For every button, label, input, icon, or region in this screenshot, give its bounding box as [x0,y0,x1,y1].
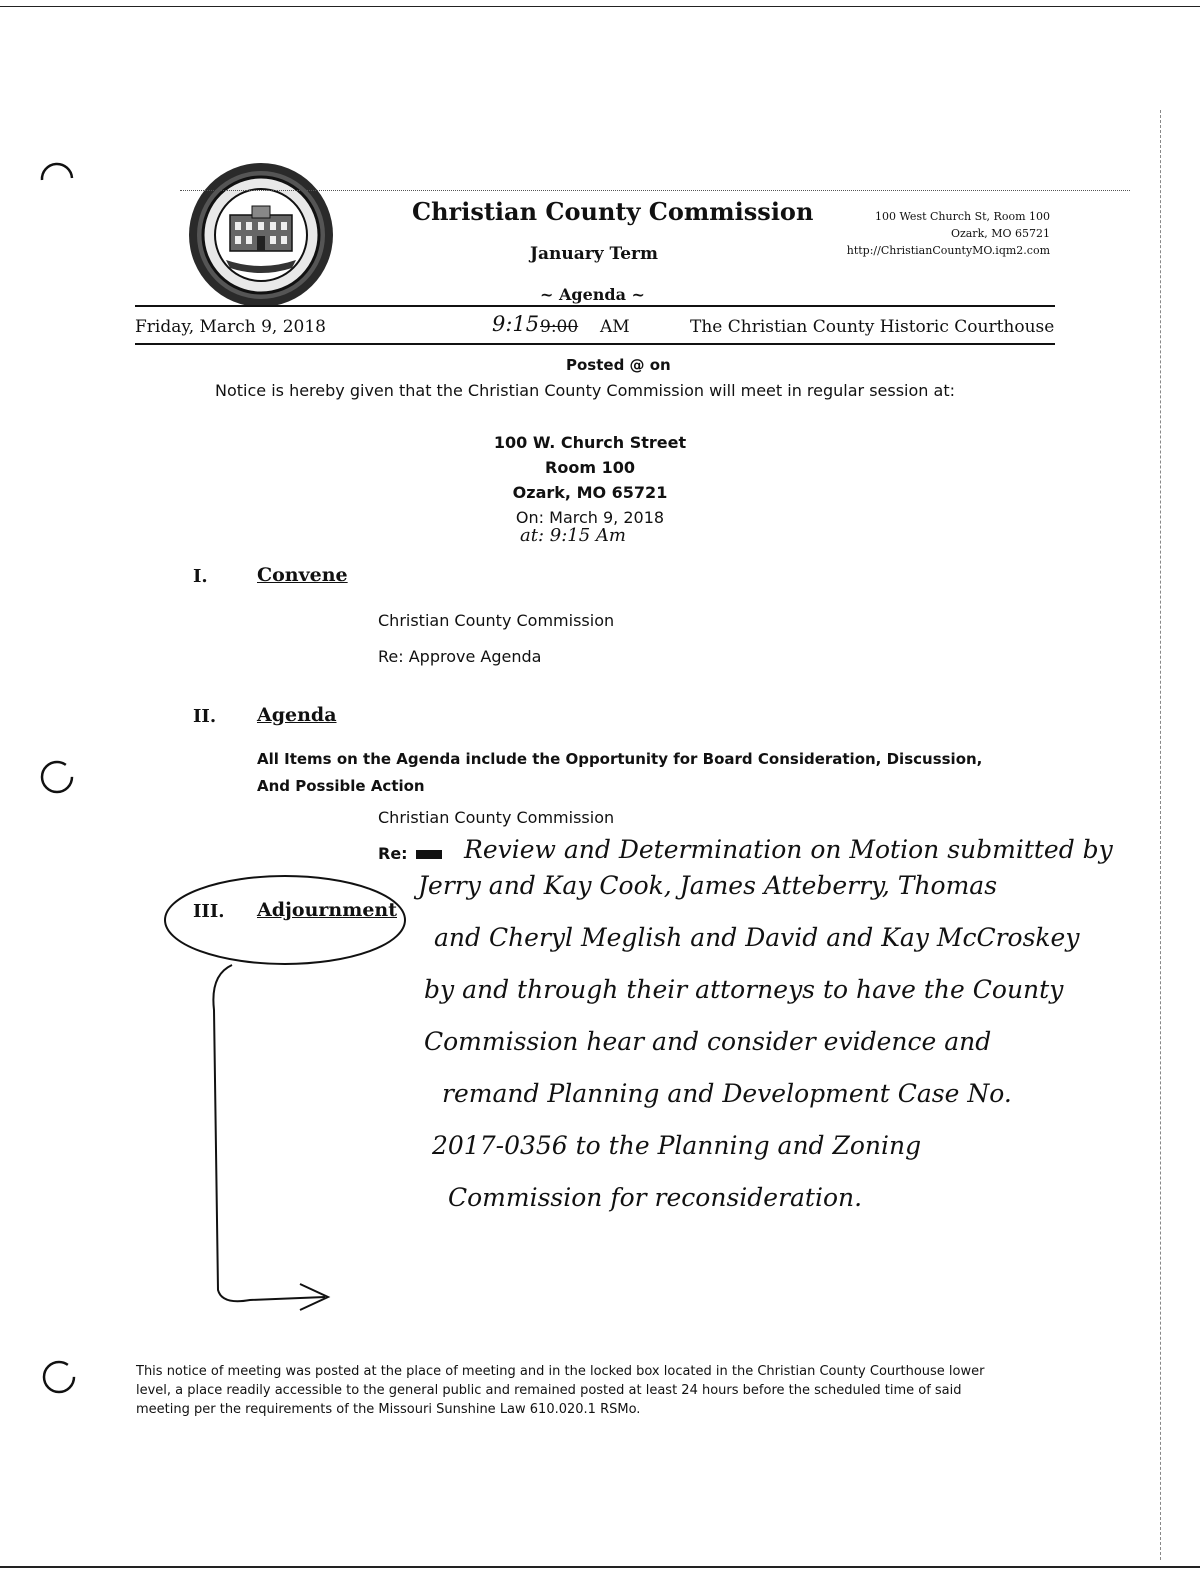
section-number: II. [193,706,217,727]
handwritten-line: by and through their attorneys to have the County [424,975,1064,1004]
section-number: III. [193,901,225,922]
meeting-notice: Notice is hereby given that the Christian County Commission will meet in regular session at: [215,381,955,400]
struck-original-time: 9:00 [540,317,579,337]
section-number: I. [193,566,208,587]
handwritten-line: Review and Determination on Motion submitted by [464,835,1113,864]
meeting-location: The Christian County Historic Courthouse [690,317,1055,337]
handwritten-line: and Cheryl Meglish and David and Kay McCroskey [434,923,1080,952]
section-item: Christian County Commission [378,611,615,630]
address-line-2: Ozark, MO 65721 [950,227,1050,240]
section-title-agenda: Agenda [257,704,337,726]
posted-line: Posted @ on [566,356,671,374]
venue-city: Ozark, MO 65721 [512,483,668,502]
handwritten-time: 9:15 [492,312,540,336]
section-title-convene: Convene [257,564,348,586]
handwritten-line: Commission hear and consider evidence and [424,1027,992,1056]
address-line-1: 100 West Church St, Room 100 [875,210,1050,223]
website-link[interactable]: http://ChristianCountyMO.iqm2.com [846,244,1050,257]
handwritten-line: 2017-0356 to the Planning and Zoning [432,1131,922,1160]
section-item: Re: Approve Agenda [378,647,542,666]
venue-room: Room 100 [545,458,635,477]
venue-date: On: March 9, 2018 [515,508,665,527]
agenda-heading: ~ Agenda ~ [540,285,645,304]
section-item: Christian County Commission [378,808,615,827]
posting-notice-footer: This notice of meeting was posted at the place of meeting and in the locked box located in the Christian County Courthouse lower level, a place readily accessible to the general public and remained posted at least 24 hours before the scheduled time of said meeting per the requirements of the Missouri Sunshine Law 610.020.1 RSMo. [136,1364,985,1417]
handwritten-line: Commission for reconsideration. [448,1183,863,1212]
meeting-date: Friday, March 9, 2018 [135,317,326,337]
time-period: AM [600,317,630,337]
handwritten-venue-time: at: 9:15 Am [520,525,626,546]
handwritten-line: remand Planning and Development Case No. [442,1079,1012,1108]
re-label: Re: [378,844,408,863]
handwritten-line: Jerry and Kay Cook, James Atteberry, Thomas [418,871,998,900]
agenda-note: All Items on the Agenda include the Opportunity for Board Consideration, Discussion, And Possible Action [257,750,983,795]
section-title-adjournment: Adjournment [257,899,397,921]
venue-street: 100 W. Church Street [493,433,687,452]
term-label: January Term [530,244,659,264]
page-title: Christian County Commission [412,197,814,226]
